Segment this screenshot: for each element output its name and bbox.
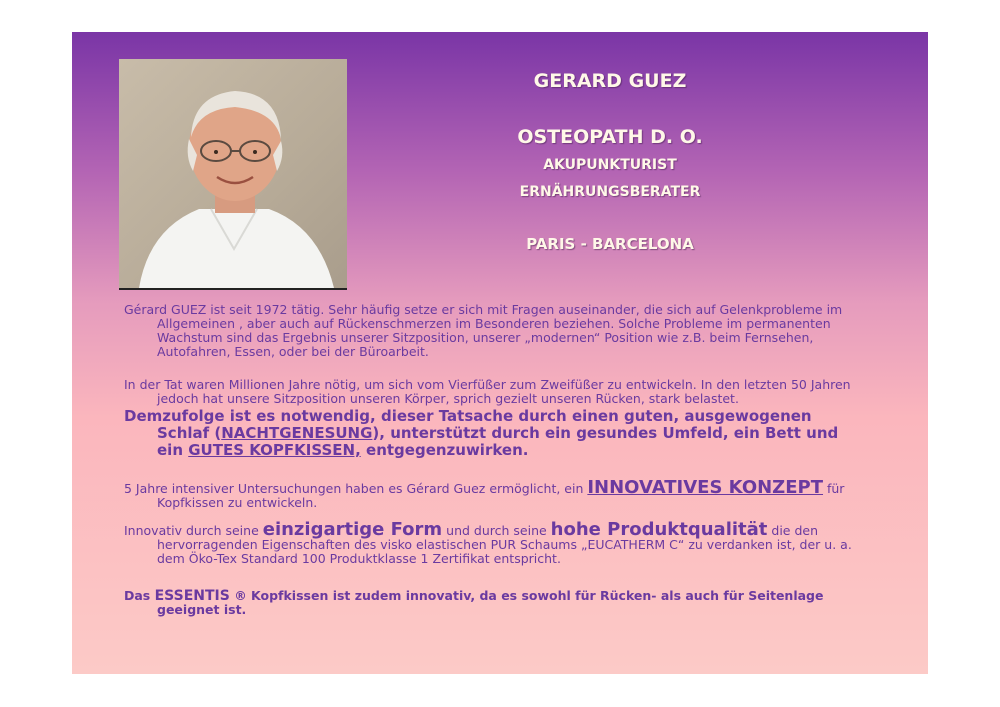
paragraph-emphasis — [124, 408, 864, 459]
profession-title: OSTEOPATH D. O. — [517, 126, 703, 148]
portrait-photo — [119, 59, 347, 290]
location: PARIS - BARCELONA — [526, 235, 694, 253]
p3-text-e: entgegenzuwirken. — [360, 441, 529, 459]
portrait-illustration — [119, 59, 347, 288]
p3-text-a: Demzufolge ist es notwendig, dieser Tatsache durch einen guten, ausgewogenen Schlaf ( — [124, 407, 812, 442]
p3-text-c: ), unterstützt durch ein gesundes Umfeld, ein Bett und ein — [157, 424, 839, 459]
p6-text-a: Das — [124, 588, 155, 603]
p5-einzigartige-form: einzigartige Form — [262, 519, 443, 540]
paragraph-essentis — [124, 589, 864, 617]
p4-text-a: 5 Jahre intensiver Untersuchungen haben es Gérard Guez ermöglicht, ein — [124, 481, 588, 496]
paragraph-4 — [124, 477, 864, 510]
p4-text-c: für Kopfkissen zu entwickeln. — [157, 481, 845, 510]
profession-nutrition: ERNÄHRUNGSBERATER — [519, 184, 701, 200]
paragraph-5 — [124, 519, 864, 566]
paragraph-evolution — [124, 378, 864, 406]
p4-innovatives-konzept: INNOVATIVES KONZEPT — [587, 477, 824, 498]
p5-text-c: und durch seine — [442, 523, 551, 538]
paragraph-concept — [124, 477, 864, 510]
p3-gutes-kopfkissen: GUTES KOPFKISSEN, — [188, 441, 361, 459]
p6-essentis-brand: ESSENTIS — [154, 588, 230, 604]
p3-nachtgenesung: NACHTGENESUNG — [221, 424, 373, 442]
paragraph-1: Gérard GUEZ ist seit 1972 tätig. Sehr häufig setze er sich mit Fragen auseinander, die sich auf Gelenkprobleme im Allgemeinen , aber auch auf Rückenschmerzen im Besonderen beziehen. Solche Probleme im permanenten Wachstum sind das Ergebnis unserer Sitzposition, unserer „modernen“ Position wie z.B. beim Fernsehen, Autofahren, Essen, oder bei der Büroarbeit. — [124, 302, 843, 359]
paragraph-3 — [124, 408, 864, 459]
p5-text-e: die den hervorragenden Eigenschaften des visko elastischen PUR Schaums „EUCATHERM C“ zu verdanken ist, der u. a. dem Öko-Tex Standard 100 Produktklasse 1 Zertifikat entspricht. — [157, 523, 852, 566]
paragraph-6 — [124, 589, 864, 617]
paragraph-intro — [124, 303, 864, 359]
person-name: GERARD GUEZ — [533, 70, 687, 92]
paragraph-2: In der Tat waren Millionen Jahre nötig, um sich vom Vierfüßer zum Zweifüßer zu entwickeln. In den letzten 50 Jahren jedoch hat unsere Sitzposition unseren Körper, sprich gezielt unseren Rücken, stark belastet. — [124, 377, 851, 406]
paragraph-quality — [124, 519, 864, 566]
p5-hohe-produktqualitaet: hohe Produktqualität — [550, 519, 768, 540]
profession-acupuncture: AKUPUNKTURIST — [543, 157, 677, 173]
p6-text-c: ® Kopfkissen ist zudem innovativ, da es sowohl für Rücken- als auch für Seitenlage geeignet ist. — [157, 588, 824, 617]
p5-text-a: Innovativ durch seine — [124, 523, 263, 538]
